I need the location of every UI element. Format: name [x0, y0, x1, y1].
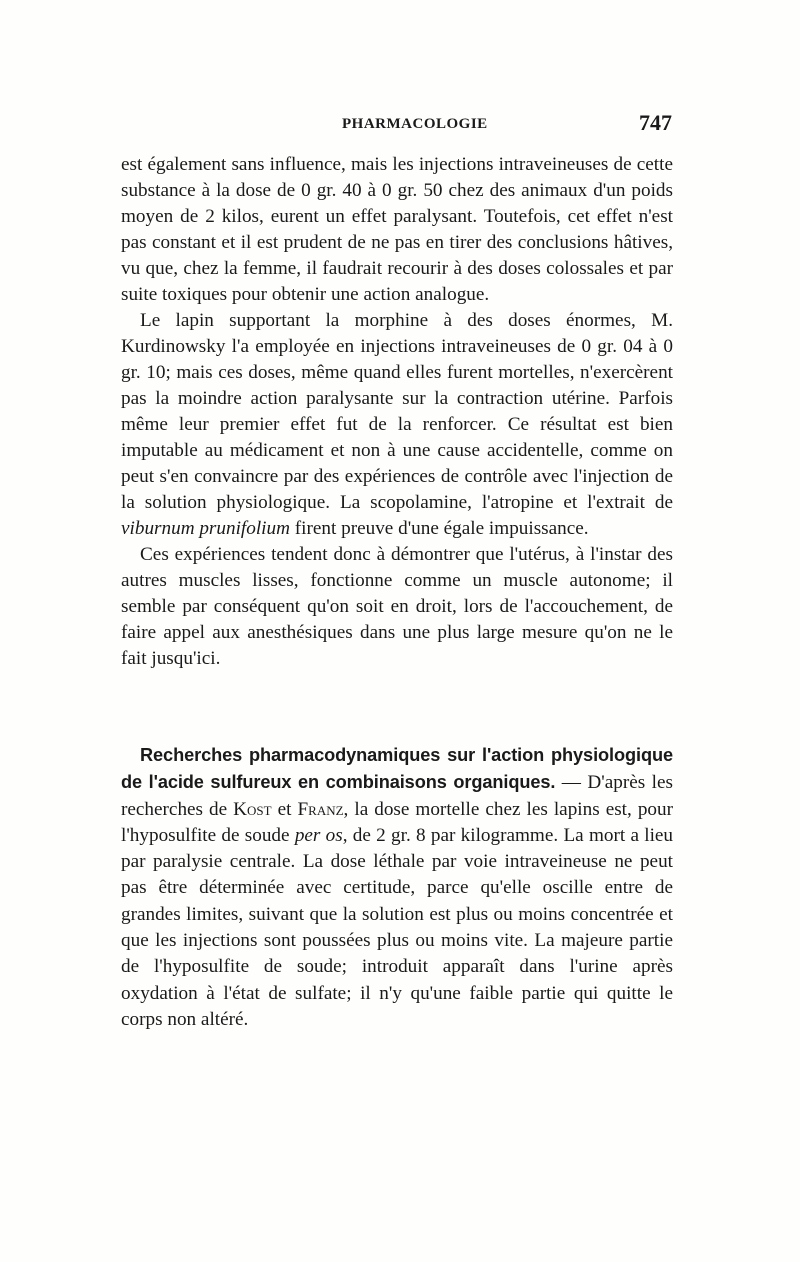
section-title: Recherches pharmacodynamiques sur l'action physiologique de l'acide sulfureux en combinaisons organiques. [121, 745, 673, 793]
page-header [120, 108, 680, 138]
author-kost: Kost [233, 798, 272, 820]
main-text [121, 152, 673, 672]
section-text-1: — D'après les recherches de [121, 772, 673, 820]
per-os: per os [294, 824, 343, 846]
paragraph-morphine [121, 308, 673, 542]
running-head: PHARMACOLOGIE [342, 116, 488, 132]
section-paragraph [121, 742, 673, 1033]
page-number: 747 [639, 110, 672, 135]
paragraph-conclusion: Ces expériences tendent donc à démontrer que l'utérus, à l'instar des autres muscles lisses, fonctionne comme un muscle autonome; il semble par conséquent qu'on soit en droit, lors de l'accouchement, de faire appel aux anesthésiques dans une plus large mesure qu'on ne le fait jusqu'ici. [121, 544, 673, 669]
paragraph-morphine-end: firent preuve d'une égale impuissance. [289, 518, 589, 539]
section-text-4: , de 2 gr. 8 par kilogramme. La mort a lieu par paralysie centrale. La dose léthale par voie intraveineuse ne peut pas être déterminée avec certitude, parce qu'elle oscille entre de grandes limites, suivant que la solution est plus ou moins concentrée et que les injections sont poussées plus ou moins vite. La majeure partie de l'hyposulfite de soude; introduit apparaît dans l'urine après oxydation à l'état de sulfate; il n'y qu'une faible partie qui quitte le corps non altéré. [121, 824, 674, 1030]
paragraph-morphine-text: Le lapin supportant la morphine à des doses énormes, M. Kurdinowsky l'a employée en injections intraveineuses de 0 gr. 04 à 0 gr. 10; mais ces doses, même quand elles furent mortelles, n'exercèrent pas la moindre action paralysante sur la contraction utérine. Parfois même leur premier effet fut de la renforcer. Ce résultat est bien imputable au médicament et non à une cause accidentelle, comme on peut s'en convaincre par des expériences de contrôle avec l'injection de la solution physiologique. La scopolamine, l'atropine et l'extrait de [121, 310, 673, 513]
section-text-3: , la dose mortelle chez les lapins est, pour l'hyposulfite de soude [121, 798, 673, 846]
section-text-2: et [271, 798, 298, 820]
species-name: viburnum prunifolium [121, 518, 290, 539]
section-sulfurous-acid [121, 742, 673, 1033]
author-franz: Franz [297, 798, 344, 820]
paragraph-continuation: est également sans influence, mais les injections intraveineuses de cette substance à la dose de 0 gr. 40 à 0 gr. 50 chez des animaux d'un poids moyen de 2 kilos, eurent un effet paralysant. Toutefois, cet effet n'est pas constant et il est prudent de ne pas en tirer des conclusions hâtives, vu que, chez la femme, il faudrait recourir à des doses colossales et par suite toxiques pour obtenir une action analogue. [121, 154, 673, 305]
